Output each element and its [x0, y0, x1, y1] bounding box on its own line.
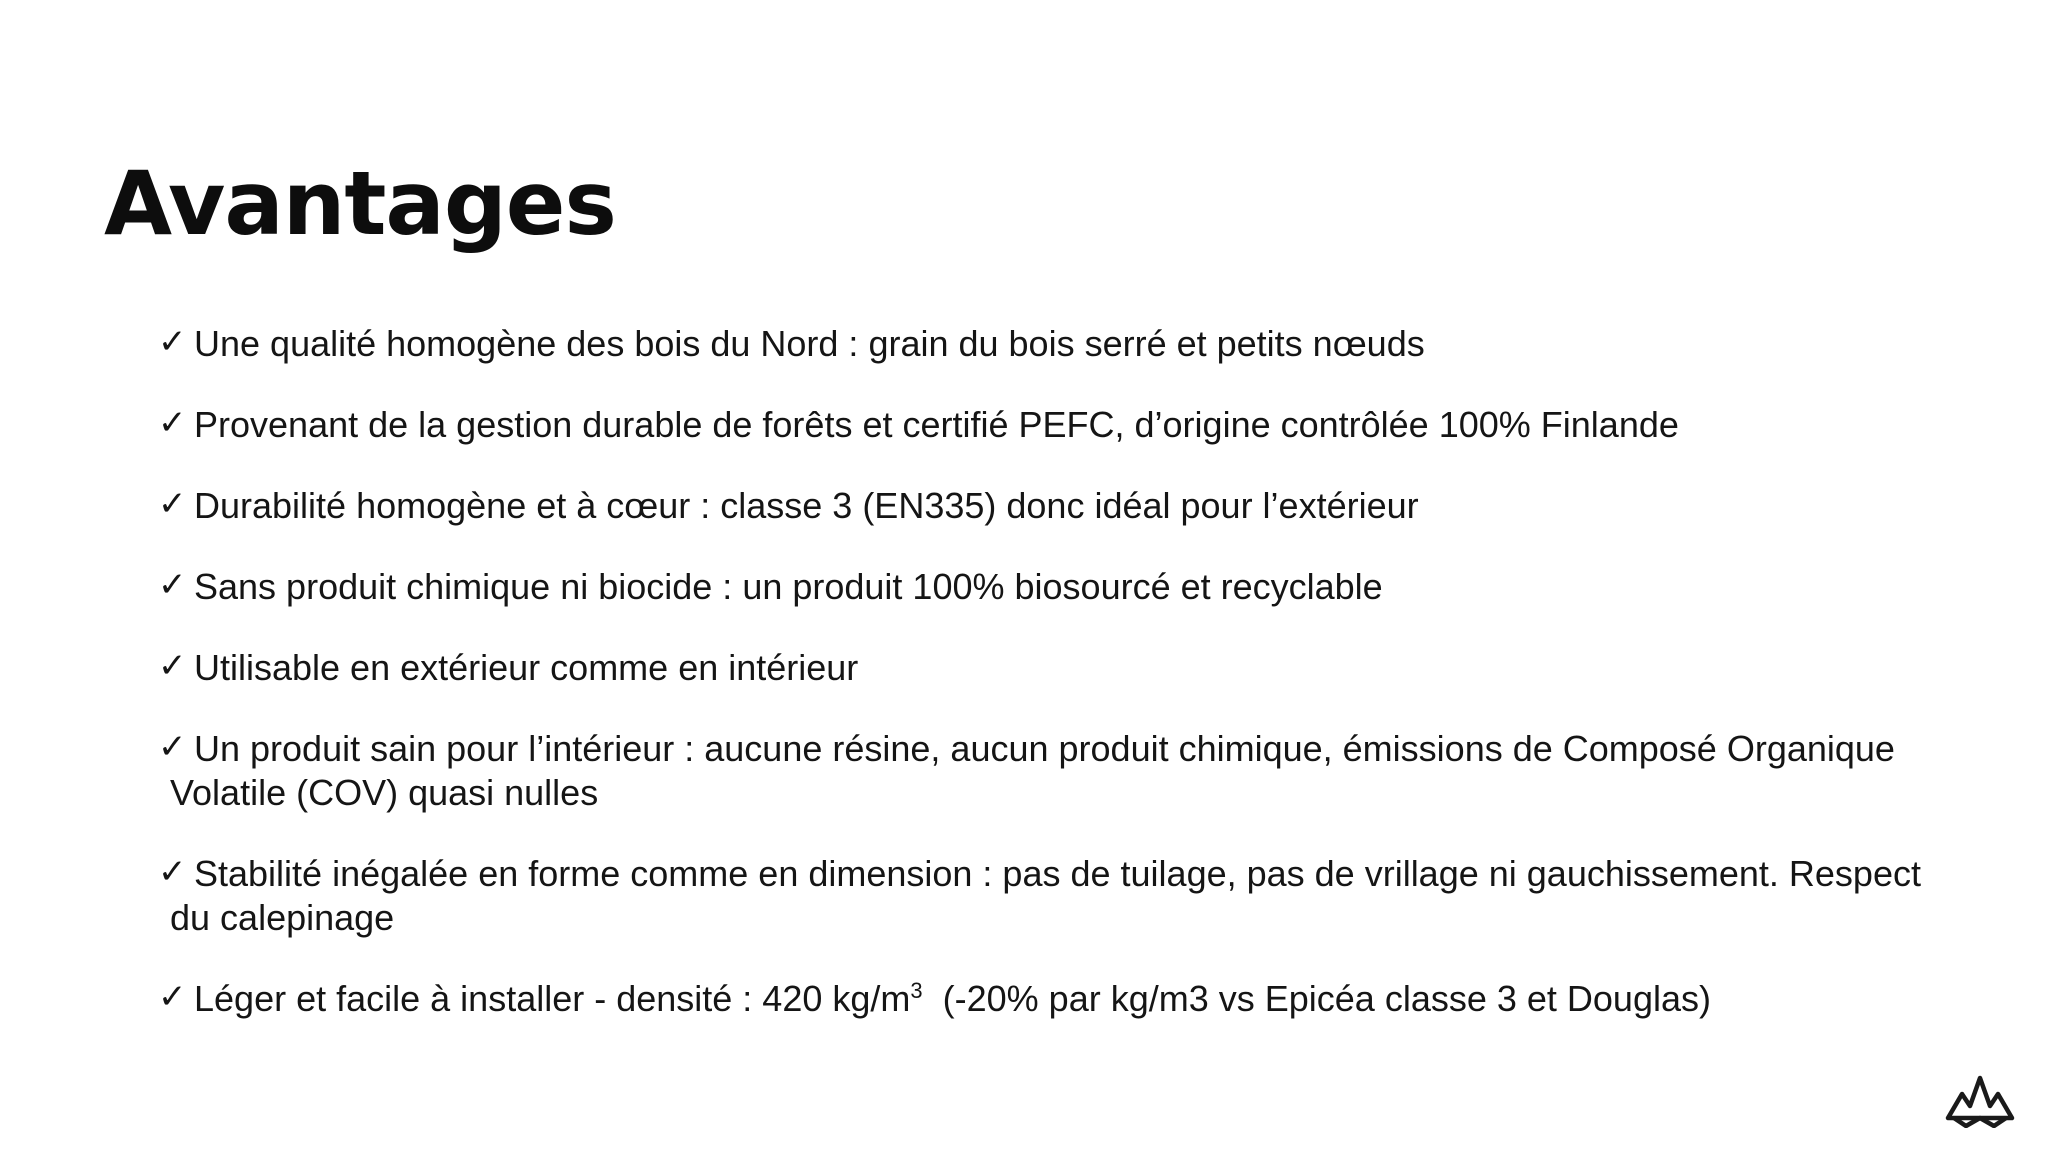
list-item — [158, 852, 1978, 940]
list-item-text — [170, 852, 1978, 940]
list-item-line-tail: (-20% par kg/m3 vs Epicéa classe 3 et Douglas) — [922, 978, 1711, 1019]
list-item-text — [170, 727, 1978, 815]
list-item — [158, 727, 1978, 815]
checkmark-icon: ✓ — [158, 647, 187, 685]
checkmark-icon: ✓ — [158, 853, 187, 891]
list-item-text — [194, 977, 1978, 1021]
checkmark-icon: ✓ — [158, 323, 187, 361]
list-item-text: Provenant de la gestion durable de forêts et certifié PEFC, d’origine contrôlée 100% Finlande — [194, 404, 1679, 445]
list-item-line: Un produit sain pour l’intérieur : aucune résine, aucun produit chimique, émissions de Composé Organique — [194, 728, 1895, 769]
list-item-text: Sans produit chimique ni biocide : un produit 100% biosourcé et recyclable — [194, 566, 1383, 607]
list-item-line: Léger et facile à installer - densité : 420 kg/m — [194, 978, 911, 1019]
list-item-text: Durabilité homogène et à cœur : classe 3 (EN335) donc idéal pour l’extérieur — [194, 485, 1419, 526]
list-item-text: Utilisable en extérieur comme en intérieur — [194, 647, 859, 688]
list-item — [158, 646, 1978, 690]
checkmark-icon: ✓ — [158, 404, 187, 442]
list-item — [158, 322, 1978, 366]
superscript: 3 — [910, 978, 923, 1003]
checkmark-icon: ✓ — [158, 728, 187, 766]
list-item-line-continued: Volatile (COV) quasi nulles — [170, 772, 599, 813]
checkmark-icon: ✓ — [158, 566, 187, 604]
list-item — [158, 977, 1978, 1021]
list-item-line: Stabilité inégalée en forme comme en dimension : pas de tuilage, pas de vrillage ni gauchissement. Respect — [194, 853, 1921, 894]
mountain-logo-icon — [1944, 1068, 2016, 1128]
list-item — [158, 565, 1978, 609]
checkmark-icon: ✓ — [158, 485, 187, 523]
list-item — [158, 403, 1978, 447]
checkmark-icon: ✓ — [158, 978, 187, 1016]
slide-title: Avantages — [104, 152, 616, 255]
list-item — [158, 484, 1978, 528]
list-item-text: Une qualité homogène des bois du Nord : grain du bois serré et petits nœuds — [194, 323, 1425, 364]
advantages-list — [158, 322, 1978, 1058]
list-item-line-continued: du calepinage — [170, 897, 395, 938]
